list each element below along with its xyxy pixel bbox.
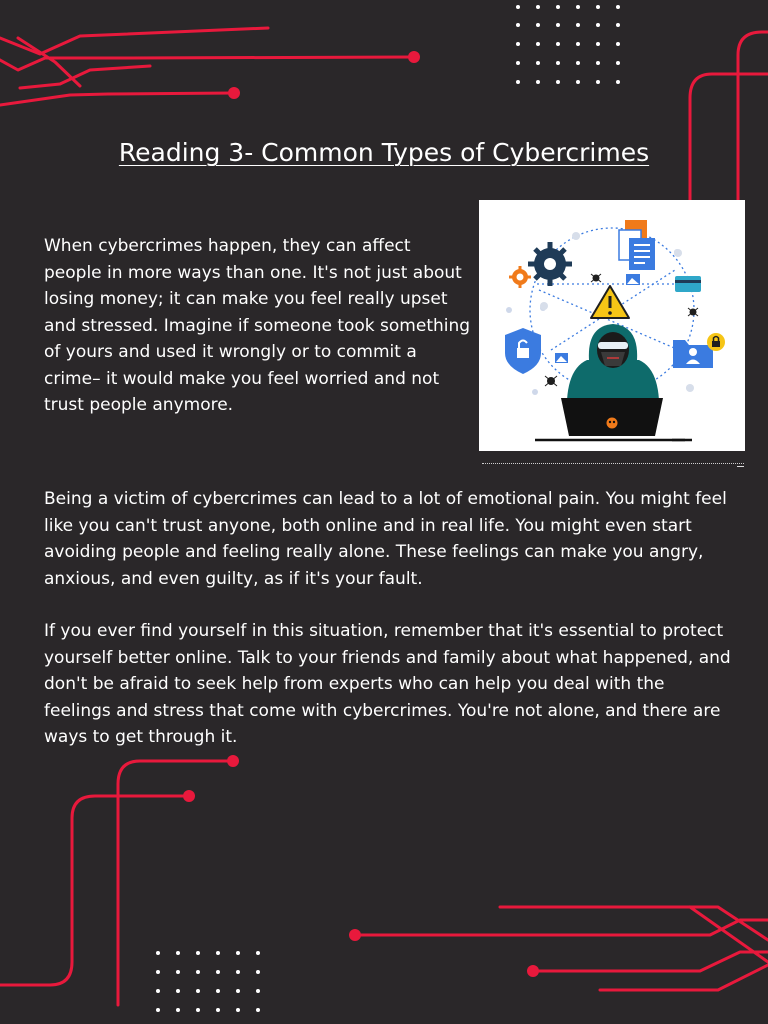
dot-grid-bottom (156, 951, 260, 1012)
advice-paragraph: If you ever find yourself in this situation, remember that it's essential to protect yourself better online. Talk to your friends and family about what happened, and don't be afraid to seek help from experts who can help you deal with the feelings and stress that come with cybercrimes. You're not alone, and there are ways to get through it. (44, 621, 731, 747)
laptop-icon (535, 398, 692, 440)
emotional-impact-paragraph: Being a victim of cybercrimes can lead to a lot of emotional pain. You might feel like you can't trust anyone, both online and in real life. You might even start avoiding people and feeling really alone. These feelings can make you angry, anxious, and even guilty, as if it's your fault. (44, 489, 727, 589)
intro-paragraph: When cybercrimes happen, they can affect people in more ways than one. It's not just about losing money; it can make you feel really upset and stressed. Imagine if someone took something of yours and used it wrongly or to commit a crime– it would make you feel worried and not trust people anymore. (44, 236, 471, 415)
document-icon (619, 220, 655, 270)
small-gear-icon (509, 266, 531, 288)
page-title: Reading 3- Common Types of Cybercrimes (118, 138, 650, 167)
warning-icon (591, 286, 629, 318)
image-caption-divider (482, 463, 744, 466)
credit-card-icon (675, 276, 701, 292)
cybercrime-illustration (479, 200, 745, 451)
gear-icon (528, 242, 572, 286)
image-caption-mark (737, 466, 744, 467)
folder-user-icon (673, 333, 725, 368)
dot-grid-top (516, 5, 620, 84)
shield-lock-icon (505, 328, 541, 374)
